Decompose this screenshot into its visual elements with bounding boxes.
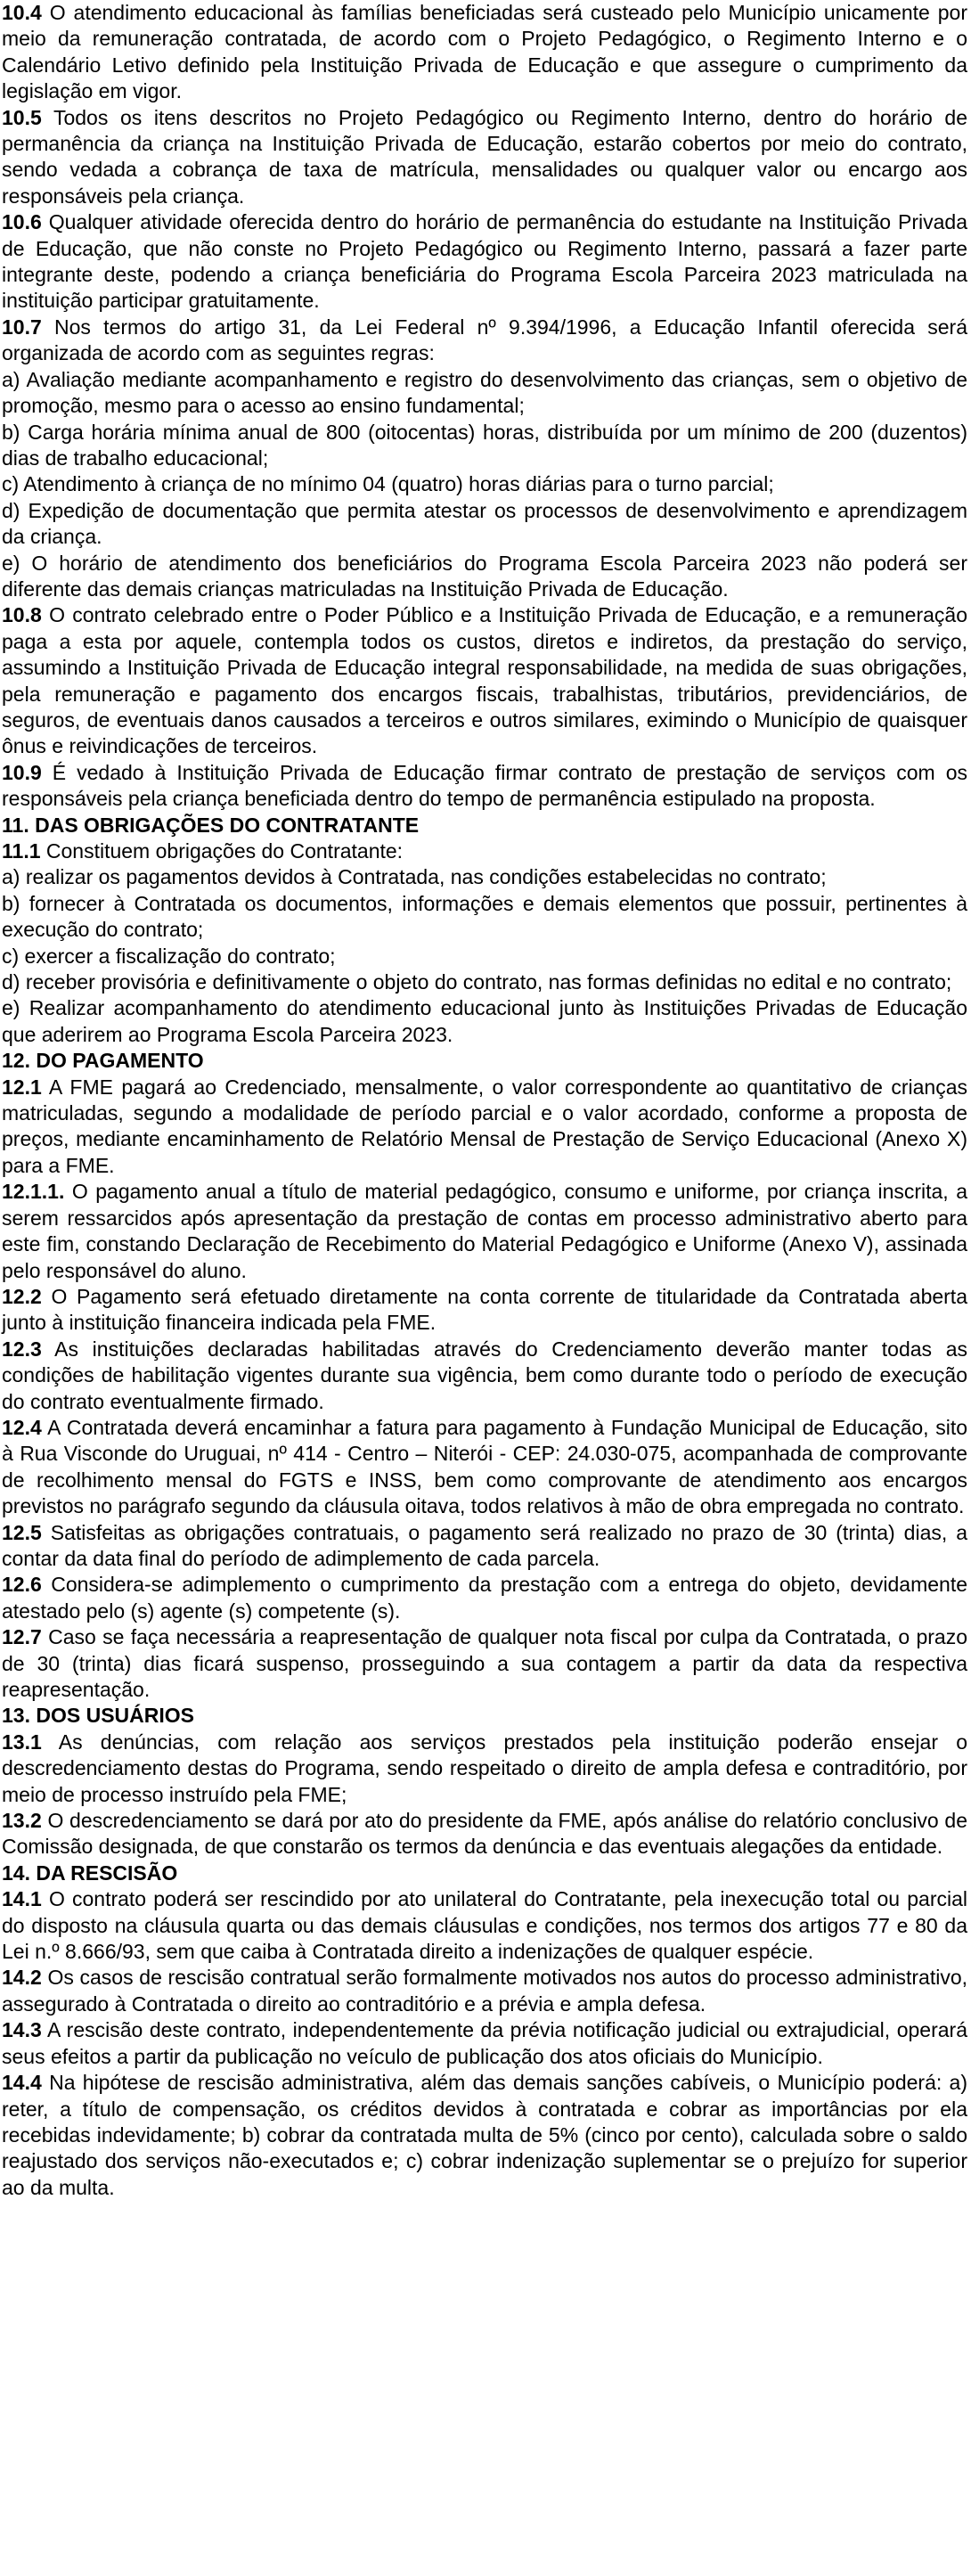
clause-text: Satisfeitas as obrigações contratuais, o pagamento será realizado no prazo de 30 (trinta) dias, a contar da data final do período de adimplemento de cada parcela. [2,1520,968,1570]
clause-paragraph [2,1730,967,1808]
clause-paragraph [2,315,967,367]
clause-paragraph [2,1808,967,1860]
clause-number: 12.4 [2,1415,42,1439]
clause-text: c) exercer a fiscalização do contrato; [2,944,336,968]
clause-text: O contrato celebrado entre o Poder Público e a Instituição Privada de Educação, e a remuneração paga a esta por aquele, contempla todos os custos, diretos e indiretos, da prestação do serviço, assumindo a Instituição Privada de Educação integral responsabilidade, na medida de suas obrigações, pela remuneração e pagamento dos encargos fiscais, trabalhistas, tributários, previdenciários, de seguros, de eventuais danos causados a terceiros e outros similares, eximindo o Município de quaisquer ônus e reivindicações de terceiros. [2,603,967,758]
clause-paragraph [2,1572,967,1624]
clause-text: Nos termos do artigo 31, da Lei Federal nº 9.394/1996, a Educação Infantil oferecida será organizada de acordo com as seguintes regras: [2,315,968,365]
clause-number: 14.1 [2,1887,42,1911]
clause-paragraph [2,1624,967,1703]
clause-paragraph [2,1415,967,1520]
clause-text: A FME pagará ao Credenciado, mensalmente, o valor correspondente ao quantitativo de crianças matriculadas, segundo a modalidade de período parcial e o valor acordado, conforme a proposta de preços, mediante encaminhamento de Relatório Mensal de Prestação de Serviço Educacional (Anexo X) para a FME. [2,1075,967,1177]
clause-text: O Pagamento será efetuado diretamente na conta corrente de titularidade da Contratada aberta junto à instituição financeira indicada pela FME. [2,1284,967,1335]
clause-paragraph [2,864,967,890]
clause-text: As instituições declaradas habilitadas através do Credenciamento deverão manter todas as condições de habilitação vigentes durante sua vigência, bem como durante todo o período de execução do contrato eventualmente firmado. [2,1337,967,1413]
clause-paragraph [2,1520,967,1573]
clause-paragraph [2,891,967,944]
clause-paragraph [2,471,967,497]
clause-number: 12.2 [2,1284,42,1308]
clause-paragraph [2,838,967,864]
clause-paragraph [2,760,967,813]
clause-number: 12.1 [2,1075,42,1099]
clause-text: A Contratada deverá encaminhar a fatura para pagamento à Fundação Municipal de Educação, sito à Rua Visconde do Uruguai, nº 414 - Centro – Niterói - CEP: 24.030-075, acompanhada de comprovante de recolhimento mensal do FGTS e INSS, bem como comprovante de atendimento aos encargos previstos no parágrafo segundo da cláusula oitava, todos relativos à mão de obra empregada no contrato. [2,1415,968,1518]
clause-paragraph [2,551,967,603]
clause-text: É vedado à Instituição Privada de Educação firmar contrato de prestação de serviços com os responsáveis pela criança beneficiada dentro do tempo de permanência estipulado na proposta. [2,760,968,811]
clause-paragraph [2,2017,967,2070]
clause-paragraph [2,498,967,551]
clause-text: Constituem obrigações do Contratante: [45,839,404,863]
clause-number: 12.7 [2,1625,42,1649]
clause-text: As denúncias, com relação aos serviços prestados pela instituição poderão ensejar o descredenciamento destas do Programa, sendo respeitado o direito de ampla defesa e contraditório, por meio de processo instruído pela FME; [2,1730,968,1806]
clause-text: Qualquer atividade oferecida dentro do horário de permanência do estudante na Instituição Privada de Educação, que não conste no Projeto Pedagógico ou Regimento Interno, passará a fazer parte integrante deste, podendo a criança beneficiária do Programa Escola Parceira 2023 matriculada na instituição participar gratuitamente. [2,210,968,313]
clause-text: b) Carga horária mínima anual de 800 (oitocentas) horas, distribuída por um mínimo de 200 (duzentos) dias de trabalho educacional; [2,420,967,470]
clause-text: c) Atendimento à criança de no mínimo 04 (quatro) horas diárias para o turno parcial; [2,472,774,496]
clause-number: 13.2 [2,1809,42,1833]
clause-number: 10.5 [2,105,42,129]
clause-number: 12.3 [2,1337,42,1361]
clause-text: Na hipótese de rescisão administrativa, além das demais sanções cabíveis, o Município poderá: a) reter, a título de compensação, os créditos devidos à contratada e cobrar as importâncias por ela recebidas indevidamente; b) cobrar da contratada multa de 5% (cinco por cento), calculada sobre o saldo reajustado dos serviços não-executados e; c) cobrar indenização suplementar se o prejuízo for superior ao da multa. [2,2071,968,2199]
clause-text: Caso se faça necessária a reapresentação de qualquer nota fiscal por culpa da Contratada, o prazo de 30 (trinta) dias ficará suspenso, prosseguindo a sua contagem a partir da data da respectiva reapresentação. [2,1625,968,1701]
clause-number: 10.4 [2,1,42,24]
clause-text: a) Avaliação mediante acompanhamento e registro do desenvolvimento das crianças, sem o objetivo de promoção, mesmo para o acesso ao ensino fundamental; [2,367,967,418]
clause-text: A rescisão deste contrato, independentemente da prévia notificação judicial ou extrajudicial, operará seus efeitos a partir da publicação no veículo de publicação dos atos oficiais do Município. [2,2018,967,2068]
clause-text: a) realizar os pagamentos devidos à Contratada, nas condições estabelecidas no contrato; [2,865,827,889]
clause-number: 10.8 [2,603,42,627]
clause-text: d) receber provisória e definitivamente o objeto do contrato, nas formas definidas no edital e no contrato; [2,970,952,994]
clause-paragraph [2,367,967,420]
clause-number: 11.1 [2,839,41,863]
clause-text: Todos os itens descritos no Projeto Pedagógico ou Regimento Interno, dentro do horário de permanência da criança na Instituição Privada de Educação, estarão cobertos por meio do contrato, sendo vedada a cobrança de taxa de matrícula, mensalidades ou qualquer valor ou encargo aos responsáveis pela criança. [2,105,967,208]
section-heading: 12. DO PAGAMENTO [2,1049,204,1073]
clause-number: 14.2 [2,1966,42,1990]
clause-text: b) fornecer à Contratada os documentos, informações e demais elementos que possuir, pertinentes à execução do contrato; [2,891,967,942]
clause-number: 12.1.1. [2,1180,65,1204]
clause-paragraph [2,1337,967,1415]
clause-paragraph [2,105,967,210]
clause-text: Os casos de rescisão contratual serão formalmente motivados nos autos do processo administrativo, assegurado à Contratada o direito ao contraditório e a prévia e ampla defesa. [2,1966,968,2016]
clause-paragraph [2,420,967,472]
clause-number: 14.3 [2,2018,42,2042]
clause-text: O contrato poderá ser rescindido por ato unilateral do Contratante, pela inexecução total ou parcial do disposto na cláusula quarta ou das demais cláusulas e condições, nos termos dos artigos 77 e 80 da Lei n.º 8.666/93, sem que caiba à Contratada direito a indenizações de qualquer espécie. [2,1887,968,1964]
clause-paragraph [2,1075,967,1180]
clause-paragraph [2,1179,967,1284]
clause-paragraph [2,1284,967,1337]
section-heading: 14. DA RESCISÃO [2,1860,178,1885]
clause-paragraph [2,602,967,759]
clause-paragraph [2,995,967,1048]
clause-text: Considera-se adimplemento o cumprimento da prestação com a entrega do objeto, devidamente atestado pelo (s) agente (s) competente (s). [2,1573,968,1623]
clause-text: O atendimento educacional às famílias beneficiadas será custeado pelo Município unicamente por meio da remuneração contratada, de acordo com o Projeto Pedagógico, o Regimento Interno e o Calendário Letivo definido pela Instituição Privada de Educação e que assegure o cumprimento da legislação em vigor. [2,1,967,103]
clause-text: e) O horário de atendimento dos beneficiários do Programa Escola Parceira 2023 não poderá ser diferente das demais crianças matriculadas na Instituição Privada de Educação. [2,551,967,601]
clause-number: 10.7 [2,315,42,339]
clause-paragraph [2,0,967,105]
clause-text: O pagamento anual a título de material pedagógico, consumo e uniforme, por criança inscrita, a serem ressarcidos após apresentação da prestação de contas em processo administrativo aberto para este fim, constando Declaração de Recebimento do Material Pedagógico e Uniforme (Anexo V), assinada pelo responsável do aluno. [2,1180,967,1282]
clause-number: 10.6 [2,210,42,234]
section-heading: 11. DAS OBRIGAÇÕES DO CONTRATANTE [2,813,420,837]
clause-number: 12.6 [2,1573,42,1597]
clause-paragraph [2,1886,967,1965]
clause-paragraph [2,1965,967,2017]
clause-paragraph [2,969,967,995]
clause-number: 13.1 [2,1730,42,1754]
clause-paragraph [2,209,967,315]
clause-number: 10.9 [2,760,42,784]
clause-number: 12.5 [2,1520,42,1544]
clause-number: 14.4 [2,2071,42,2095]
section-heading: 13. DOS USUÁRIOS [2,1704,194,1728]
clause-text: e) Realizar acompanhamento do atendimento educacional junto às Instituições Privadas de Educação que aderirem ao Programa Escola Parceira 2023. [2,996,967,1046]
clause-paragraph [2,944,967,969]
clause-text: O descredenciamento se dará por ato do presidente da FME, após análise do relatório conclusivo de Comissão designada, de que constarão os termos da denúncia e das eventuais alegações da entidade. [2,1809,968,1859]
clause-text: d) Expedição de documentação que permita atestar os processos de desenvolvimento e aprendizagem da criança. [2,498,967,549]
clause-paragraph [2,2070,967,2201]
